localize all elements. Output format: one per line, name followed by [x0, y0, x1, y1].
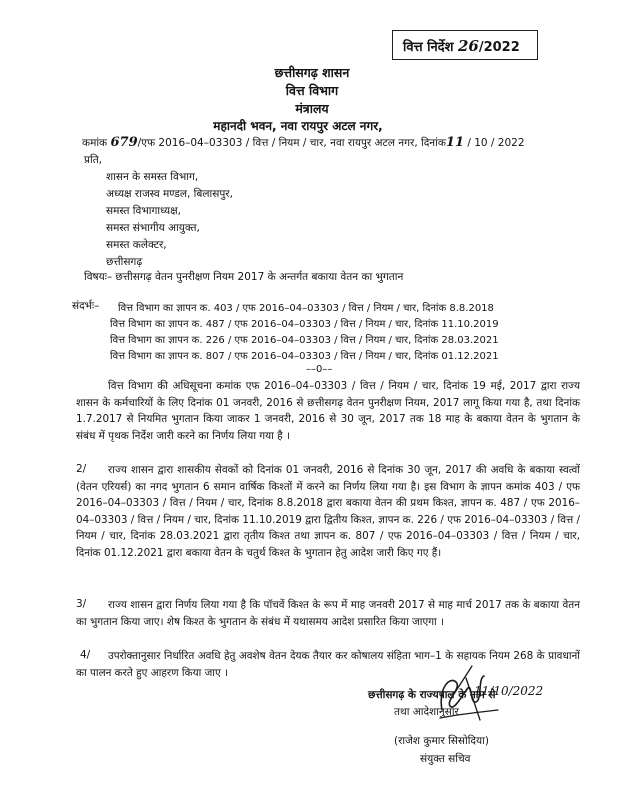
signatory-name: (राजेश कुमार सिसोदिया)	[394, 735, 489, 747]
directive-number: 26	[457, 37, 479, 55]
header-ministry: मंत्रालय	[295, 101, 329, 116]
paragraph-2	[76, 462, 580, 562]
signatory-designation: संयुक्त सचिव	[420, 753, 471, 765]
paragraph-4-text: उपरोक्तानुसार निर्धारित अवधि हेतु अवशेष वेतन देयक तैयार कर कोषालय संहिता भाग–1 के सहायक नियम 268 के प्रावधानों का पालन करते हुए आहरण किया जाए ।	[76, 650, 580, 679]
paragraph-3	[76, 597, 580, 630]
header-government: छत्तीसगढ़ शासन	[274, 65, 350, 80]
directive-number-text	[403, 37, 520, 55]
directive-year: /2022	[478, 40, 520, 55]
reference-item-3: वित्त विभाग का ज्ञापन क. 226 / एफ 2016–04–03303 / वित्त / नियम / चार, दिनांक 28.03.2021	[110, 335, 499, 346]
recipient-5: समस्त कलेक्टर,	[106, 239, 167, 251]
order-handwritten-day: 11	[445, 135, 465, 150]
directive-number-box	[392, 30, 538, 60]
order-prefix: कमांक	[82, 137, 108, 149]
header-address: महानदी भवन, नवा रायपुर अटल नगर,	[213, 119, 383, 133]
paragraph-1-text: वित्त विभाग की अधिसूचना कमांक एफ 2016–04–03303 / वित्त / नियम / चार, दिनांक 19 मई, 2017 द्वारा राज्य शासन के कर्मचारियों के लिए दिनांक 01 जनवरी, 2016 से छत्तीसगढ़ वेतन पुनरीक्षण नियम, 2017 लागू किया गया है, तथा दिनांक 1.7.2017 से नियमित भुगतान किया जाकर 1 जनवरी, 2016 से 30 जून, 2017 तक 18 माह के बकाया वेतन के भुगतान के संबंध में पृथक निर्देश जारी करने का निर्णय लिया गया है ।	[76, 380, 580, 442]
signature-handwritten-date: 11/10/2022	[474, 684, 544, 698]
order-reference-line	[82, 135, 525, 150]
reference-item-2: वित्त विभाग का ज्ञापन क. 487 / एफ 2016–04–03303 / वित्त / नियम / चार, दिनांक 11.10.2019	[110, 319, 499, 330]
signature-order-line: तथा आदेशानुसार	[394, 706, 459, 718]
recipient-6: छत्तीसगढ़	[106, 256, 143, 268]
to-label: प्रति,	[84, 154, 103, 166]
order-date-rest: / 10 / 2022	[467, 137, 525, 149]
references-label: संदर्भः–	[72, 300, 100, 312]
directive-label: वित्त निर्देश	[403, 40, 454, 55]
header-department: वित्त विभाग	[285, 83, 339, 98]
paragraph-3-text: राज्य शासन द्वारा निर्णय लिया गया है कि पॉचवें किश्त के रूप में माह जनवरी 2017 से माह मार्च 2017 तक के बकाया वेतन का भुगतान किया जाए। शेष किश्त के भुगतान के संबंध में यथासमय आदेश प्रसारित किया जाएगा ।	[76, 599, 580, 628]
signature-authority-line: छत्तीसगढ़ के राज्यपाल के नाम से	[368, 689, 496, 701]
separator-mark: ––0––	[306, 364, 333, 375]
subject-line: विषयः– छत्तीसगढ़ वेतन पुनरीक्षण नियम 2017 के अन्तर्गत बकाया वेतन का भुगतान	[84, 271, 404, 283]
paragraph-3-number: 3/	[76, 598, 87, 610]
order-reference-text: /एफ 2016–04–03303 / वित्त / नियम / चार, नवा रायपुर अटल नगर, दिनांक	[137, 137, 446, 149]
paragraph-2-text: राज्य शासन द्वारा शासकीय सेवकों को दिनांक 01 जनवरी, 2016 से दिनांक 30 जून, 2017 की अवधि के बकाया स्वत्वों (वेतन एरियर्स) का नगद भुगतान 6 समान वार्षिक किश्तों में करने का निर्णय लिया गया है। इस विभाग के ज्ञापन कमांक 403 / एफ 2016–04–03303 / वित्त / नियम / चार, दिनांक 8.8.2018 द्वारा बकाया वेतन की प्रथम किश्त, ज्ञापन क. 487 / एफ 2016–04–03303 / वित्त / नियम / चार, दिनांक 11.10.2019 द्वारा द्वितीय किश्त, ज्ञापन क. 226 / एफ 2016–04–03303 / वित्त / नियम / चार, दिनांक 28.03.2021 द्वारा तृतीय किश्त तथा ज्ञापन क. 807 / एफ 2016–04–03303 / वित्त / नियम / चार, दिनांक 01.12.2021 द्वारा बकाया वेतन के चतुर्थ किश्त के भुगतान हेतु आदेश जारी किए गए हैं।	[76, 464, 580, 559]
recipient-4: समस्त संभागीय आयुक्त,	[106, 222, 200, 234]
paragraph-1	[76, 378, 580, 444]
recipient-2: अध्यक्ष राजस्व मण्डल, बिलासपुर,	[106, 188, 233, 200]
paragraph-2-number: 2/	[76, 463, 87, 475]
recipient-3: समस्त विभागाध्यक्ष,	[106, 205, 181, 217]
paragraph-4-number: 4/	[80, 649, 91, 661]
reference-item-4: वित्त विभाग का ज्ञापन क. 807 / एफ 2016–04–03303 / वित्त / नियम / चार, दिनांक 01.12.2021	[110, 351, 499, 362]
recipient-1: शासन के समस्त विभाग,	[106, 171, 199, 183]
reference-item-1: वित्त विभाग का ज्ञापन क. 403 / एफ 2016–04–03303 / वित्त / नियम / चार, दिनांक 8.8.2018	[118, 303, 494, 314]
order-handwritten-number: 679	[110, 135, 138, 150]
